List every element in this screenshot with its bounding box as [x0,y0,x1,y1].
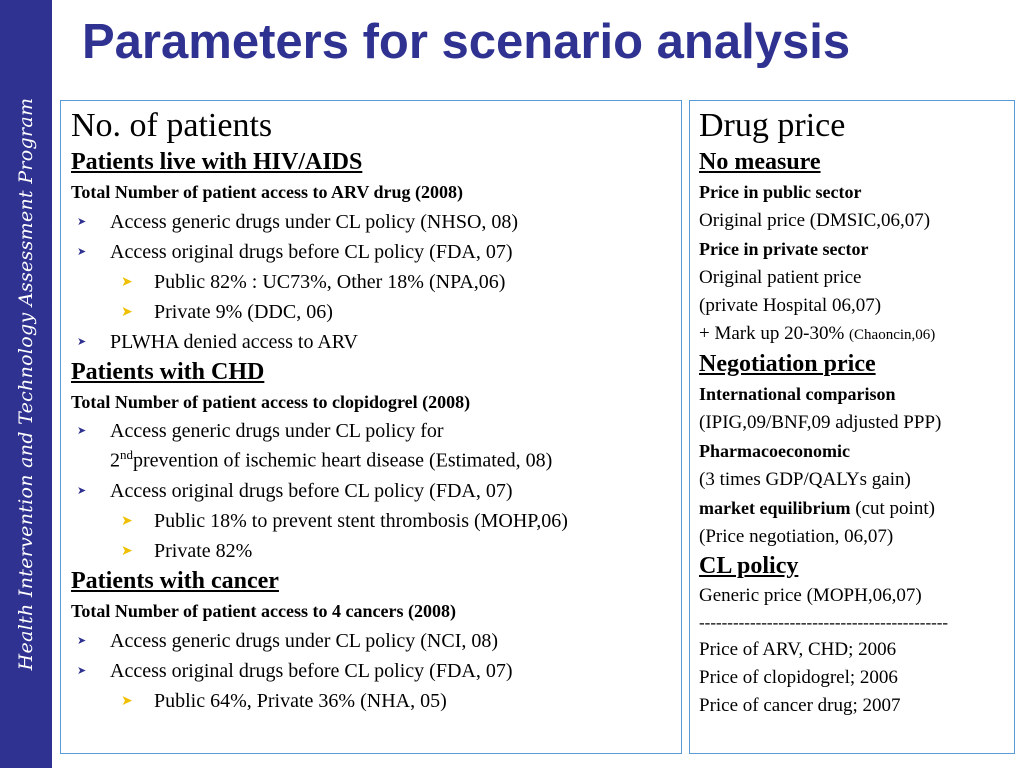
bullet-icon: ➤ [77,215,87,228]
patients-heading: No. of patients [71,107,273,144]
pharmacoeconomic-label: Pharmacoeconomic [699,441,850,461]
bullet-icon: ➤ [77,335,87,348]
list-item: ➤ Access original drugs before CL policy (FDA, 07) [71,656,681,686]
sub-list-item: ➤ Private 82% [71,536,681,566]
list-item: ➤ Access original drugs before CL policy (FDA, 07) [71,237,681,267]
cl-policy-heading: CL policy [699,553,799,579]
negotiation-heading: Negotiation price [699,351,876,377]
hiv-total: Total Number of patient access to ARV drug (2008) [71,182,464,202]
no-measure-heading: No measure [699,149,821,175]
sub-bullet-icon: ➤ [121,692,133,709]
sub-list-item: ➤ Public 18% to prevent stent thrombosis (MOHP,06) [71,506,681,536]
market-equilibrium: market equilibrium (cut point) [699,498,935,519]
list-item: ➤ PLWHA denied access to ARV [71,327,681,357]
bullet-icon: ➤ [77,483,87,497]
chd-heading: Patients with CHD [71,359,265,385]
private-sector-source: (private Hospital 06,07) [699,295,882,316]
cancer-total: Total Number of patient access to 4 cancers (2008) [71,600,456,621]
markup-value: + Mark up 20-30% (Chaoncin,06) [699,323,936,344]
sub-list-item: ➤ Public 82% : UC73%, Other 18% (NPA,06) [71,267,681,297]
sidebar [0,0,52,768]
private-sector-value: Original patient price [699,267,862,288]
international-value: (IPIG,09/BNF,09 adjusted PPP) [699,412,942,433]
drug-price-panel [689,100,1015,754]
divider-dashes: -------------------------------------------- [699,613,949,632]
price-clopidogrel: Price of clopidogrel; 2006 [699,667,898,688]
sub-list-item: ➤ Private 9% (DDC, 06) [71,297,681,327]
public-sector-value: Original price (DMSIC,06,07) [699,210,931,231]
list-item: ➤ Access generic drugs under CL policy for 2ndprevention of ischemic heart disease (Estimated, 08) [77,420,553,472]
list-item: ➤ Access generic drugs under CL policy (NHSO, 08) [71,207,681,237]
bullet-icon: ➤ [77,633,87,647]
bullet-icon: ➤ [77,424,87,437]
sub-bullet-icon: ➤ [121,542,133,559]
bullet-icon: ➤ [77,245,87,258]
slide-title: Parameters for scenario analysis [82,15,851,69]
chd-total: Total Number of patient access to clopidogrel (2008) [71,392,471,412]
sub-bullet-icon: ➤ [121,512,133,529]
negotiation-value: (Price negotiation, 06,07) [699,526,894,547]
private-sector-label: Price in private sector [699,239,869,259]
patients-panel [60,100,682,754]
sub-list-item: ➤ Public 64%, Private 36% (NHA, 05) [71,686,681,716]
cancer-heading: Patients with cancer [71,567,279,594]
drug-price-heading: Drug price [699,107,846,144]
bullet-icon: ➤ [77,663,87,677]
sidebar-program-name: Health Intervention and Technology Assessment Program [15,97,37,671]
pharmacoeconomic-value: (3 times GDP/QALYs gain) [699,469,911,490]
list-item: ➤ Access generic drugs under CL policy (NCI, 08) [71,626,681,656]
sub-bullet-icon: ➤ [121,274,133,290]
price-arv-chd: Price of ARV, CHD; 2006 [699,639,897,660]
generic-price: Generic price (MOPH,06,07) [699,585,922,606]
international-label: International comparison [699,384,896,404]
price-cancer-drug: Price of cancer drug; 2007 [699,695,901,716]
hiv-heading: Patients live with HIV/AIDS [71,149,363,175]
sub-bullet-icon: ➤ [121,304,133,320]
list-item: ➤ Access original drugs before CL policy (FDA, 07) [71,476,681,506]
public-sector-label: Price in public sector [699,182,862,202]
